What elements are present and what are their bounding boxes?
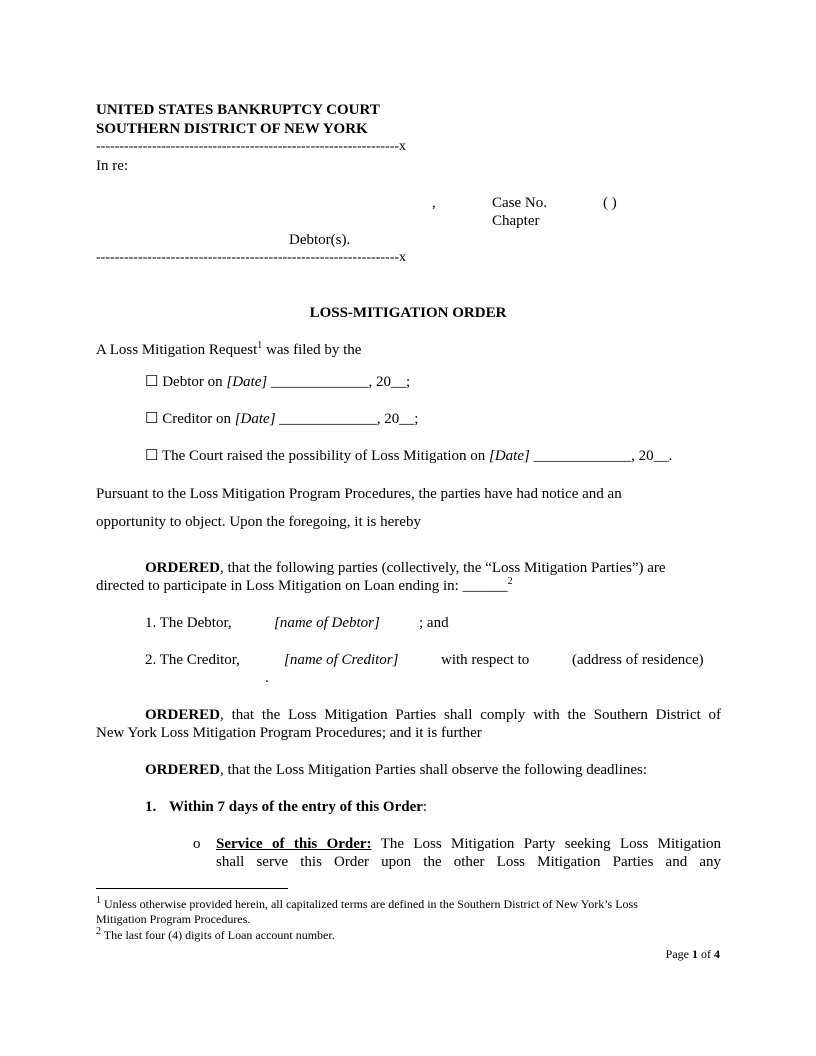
debtors-label: Debtor(s). xyxy=(289,232,351,248)
checkbox-debtor[interactable]: ☐ xyxy=(145,374,159,390)
ordered1-line2 xyxy=(96,577,513,595)
footnote-2-text: The last four (4) digits of Loan account number. xyxy=(101,928,335,942)
footnote-1-text: Unless otherwise provided herein, all capitalized terms are defined in the Southern District of New York’s Loss xyxy=(101,897,638,911)
ordered1-line2-text: directed to participate in Loss Mitigation on Loan ending in: ______ xyxy=(96,578,508,594)
ordered2-keyword: ORDERED xyxy=(145,707,221,723)
option-creditor-date-label: [Date] xyxy=(234,411,276,427)
ordered1-keyword: ORDERED xyxy=(145,560,221,576)
request-intro-text: A Loss Mitigation Request xyxy=(96,342,258,358)
case-number-paren: ( ) xyxy=(603,195,617,211)
party-creditor-label: 2. The Creditor, xyxy=(145,652,240,668)
page-of: of xyxy=(698,947,714,961)
option-court-date-label: [Date] xyxy=(489,448,530,464)
court-name-line2: SOUTHERN DISTRICT OF NEW YORK xyxy=(96,121,368,137)
page-total: 4 xyxy=(714,947,720,961)
request-intro-tail: was filed by the xyxy=(262,342,362,358)
case-number-label: Case No. xyxy=(492,195,547,211)
option-court-blank: _____________, 20__. xyxy=(529,448,673,464)
page-current: 1 xyxy=(692,947,698,961)
ordered1-line1 xyxy=(145,559,666,577)
party-creditor-period: . xyxy=(265,670,269,686)
option-creditor xyxy=(145,410,418,428)
service-line1 xyxy=(216,835,721,853)
party-debtor-name: [name of Debtor] xyxy=(274,615,380,631)
option-court-text: The Court raised the possibility of Loss Mitigation on xyxy=(158,448,489,464)
option-creditor-text: Creditor on xyxy=(158,411,235,427)
party-creditor-mid: with respect to xyxy=(441,652,530,668)
ordered2-text: , that the Loss Mitigation Parties shall comply with the Southern District of xyxy=(220,707,721,723)
ordered3-text: , that the Loss Mitigation Parties shall observe the following deadlines: xyxy=(220,762,648,778)
option-creditor-blank: _____________, 20__; xyxy=(275,411,419,427)
order-title: LOSS-MITIGATION ORDER xyxy=(309,305,507,321)
page-number xyxy=(666,947,720,962)
service-bullet: o xyxy=(193,836,201,852)
chapter-label: Chapter xyxy=(492,213,540,229)
court-name-line1: UNITED STATES BANKRUPTCY COURT xyxy=(96,102,380,118)
ordered3-line xyxy=(145,761,647,779)
ordered2-line2: New York Loss Mitigation Program Procedures; and it is further xyxy=(96,725,482,741)
page-word: Page xyxy=(665,947,692,961)
option-debtor-text: Debtor on xyxy=(158,374,227,390)
caption-divider-bottom: -----------------------------------------------------------------x xyxy=(96,250,407,265)
checkbox-court[interactable]: ☐ xyxy=(145,448,159,464)
service-line2 xyxy=(216,853,721,871)
ordered2-line1 xyxy=(145,706,721,724)
option-debtor-date-label: [Date] xyxy=(226,374,268,390)
party-debtor-tail: ; and xyxy=(419,615,449,631)
deadline1-text: Within 7 days of the entry of this Order xyxy=(169,799,423,815)
footnote-ref-2: 2 xyxy=(507,576,513,587)
caption-divider-top: -----------------------------------------------------------------x xyxy=(96,139,407,154)
checkbox-creditor[interactable]: ☐ xyxy=(145,411,159,427)
option-debtor xyxy=(145,373,410,391)
footnote-1-line1 xyxy=(96,897,638,912)
footnote-2 xyxy=(96,928,335,943)
request-intro xyxy=(96,341,361,359)
footnote-2-number: 2 xyxy=(96,926,101,937)
footnote-1-line2: Mitigation Program Procedures. xyxy=(96,912,251,926)
in-re-label: In re: xyxy=(96,158,129,174)
deadline1-colon: : xyxy=(422,799,428,815)
deadline1-number: 1. xyxy=(145,799,157,815)
option-court xyxy=(145,447,672,465)
footnote-1-number: 1 xyxy=(96,895,101,906)
footnote-separator xyxy=(96,888,288,889)
service-line2-text: shall serve this Order upon the other Loss Mitigation Parties and any xyxy=(216,854,721,870)
party-debtor-label: 1. The Debtor, xyxy=(145,615,232,631)
deadline1-heading xyxy=(169,798,427,816)
pursuant-line1: Pursuant to the Loss Mitigation Program Procedures, the parties have had notice and an xyxy=(96,486,622,502)
pursuant-line2: opportunity to object. Upon the foregoing, it is hereby xyxy=(96,514,421,530)
party-creditor-name: [name of Creditor] xyxy=(284,652,399,668)
service-heading: Service of this Order: xyxy=(216,836,372,852)
caption-comma: , xyxy=(432,195,436,211)
ordered1-text: , that the following parties (collectively, the “Loss Mitigation Parties”) are xyxy=(220,560,666,576)
service-text: The Loss Mitigation Party seeking Loss Mitigation xyxy=(371,836,721,852)
option-debtor-blank: _____________, 20__; xyxy=(267,374,411,390)
party-creditor-address: (address of residence) xyxy=(572,652,704,668)
ordered3-keyword: ORDERED xyxy=(145,762,221,778)
footnote-ref-1: 1 xyxy=(257,340,263,351)
